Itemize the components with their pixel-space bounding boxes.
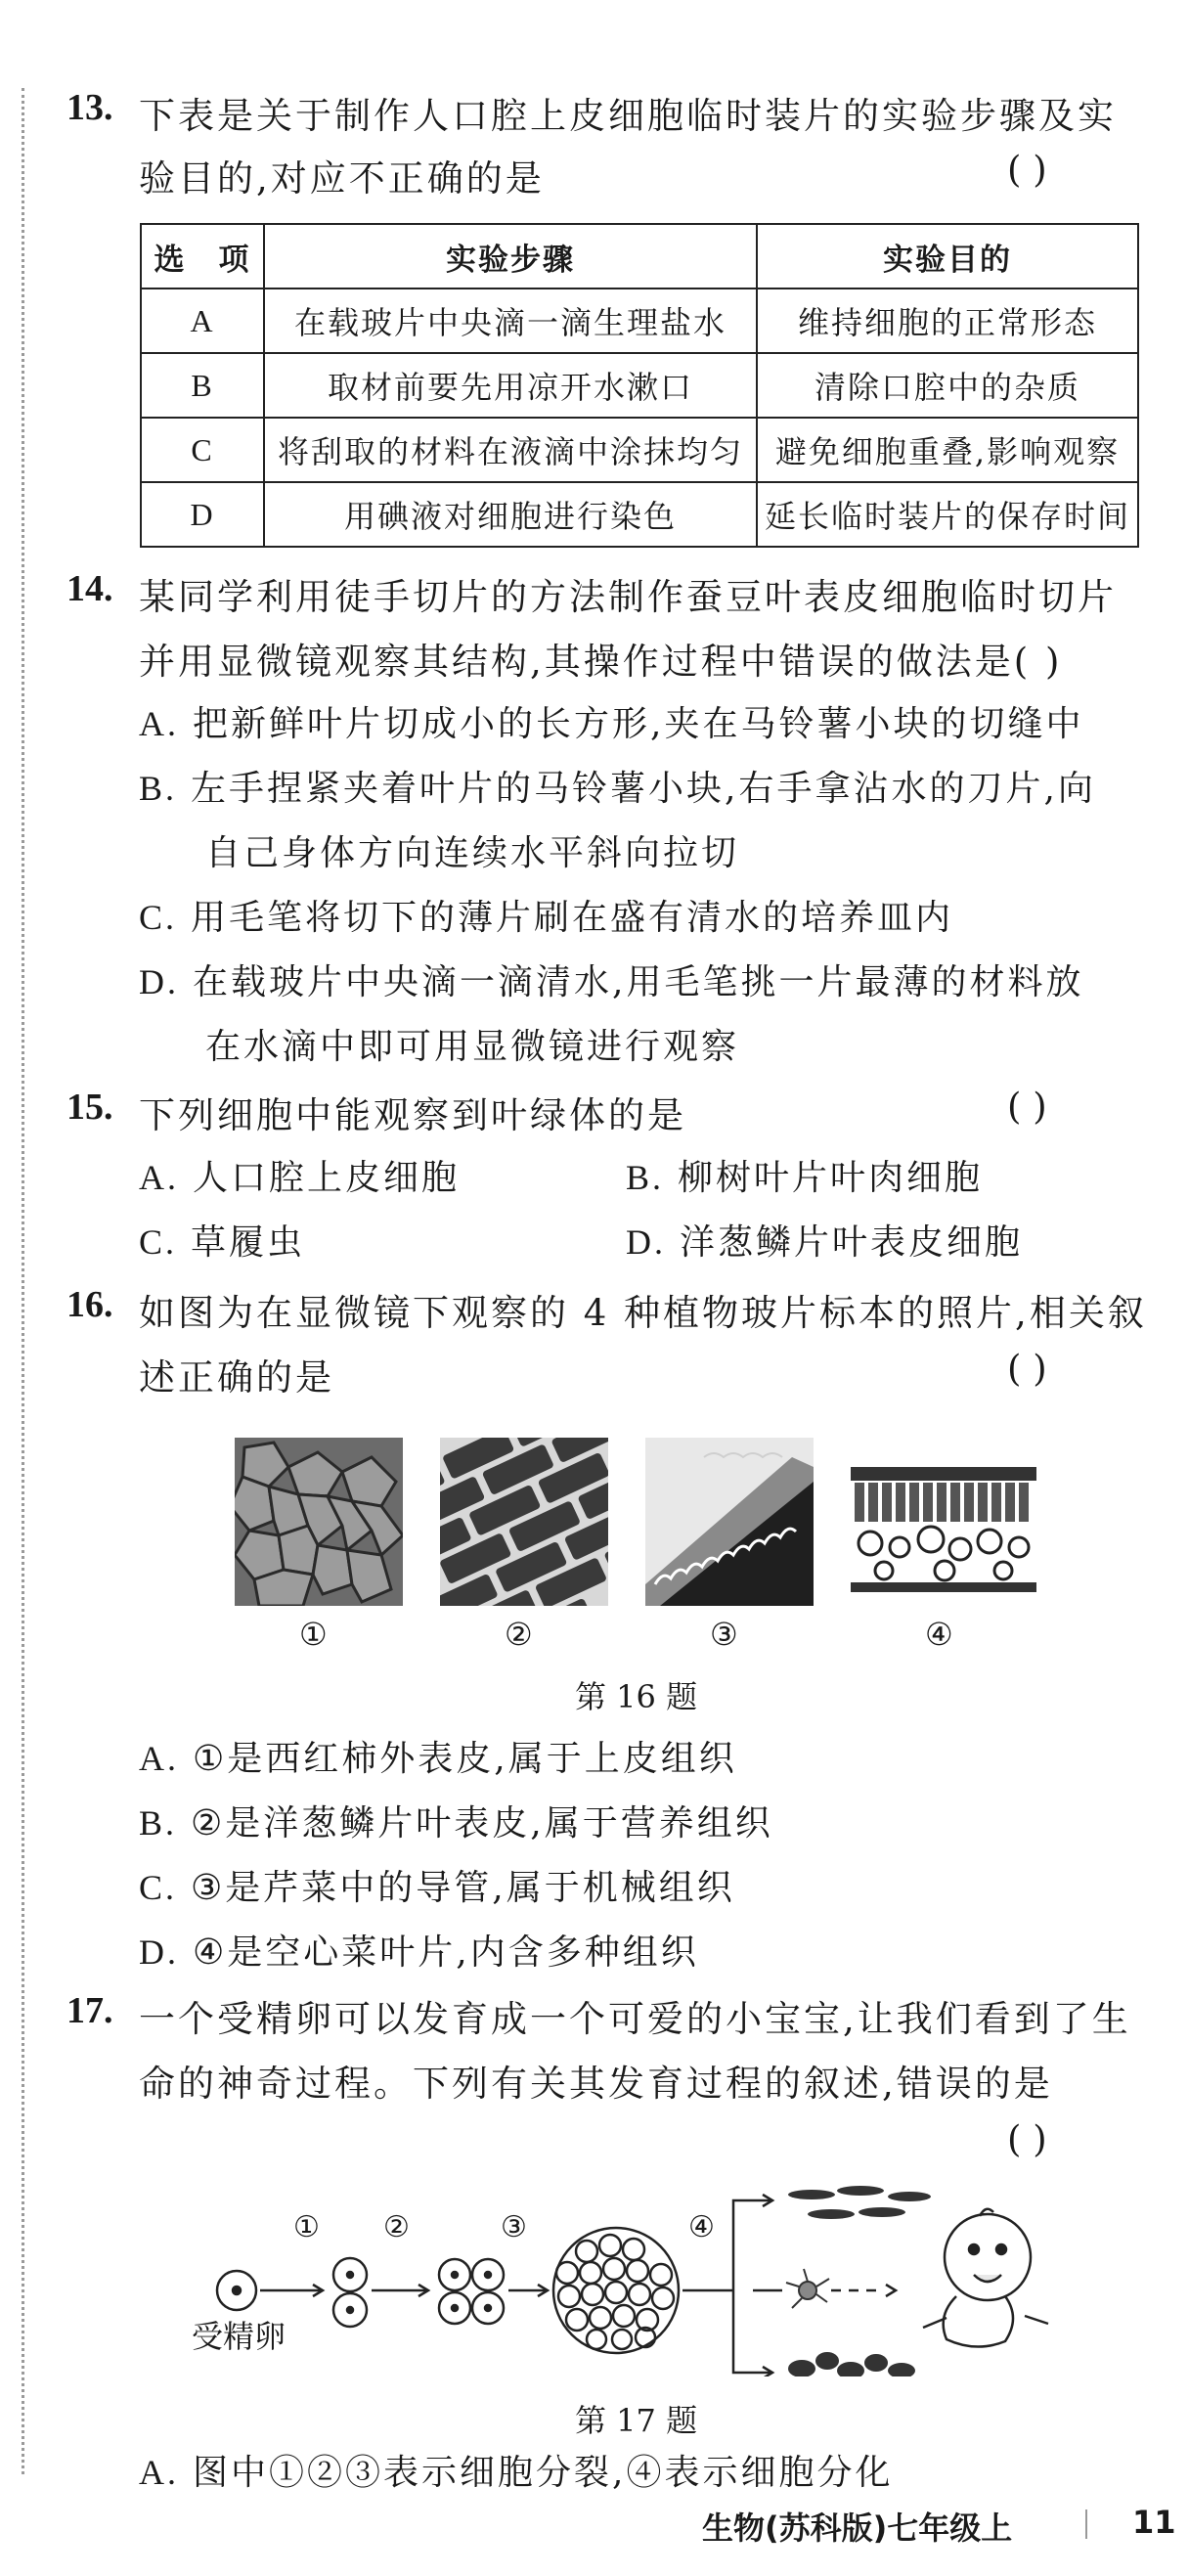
table-row	[141, 289, 1138, 353]
option-d-continued: 在水滴中即可用显微镜进行观察	[205, 1027, 740, 1067]
question-number: 14.	[66, 568, 113, 609]
micrograph-1	[235, 1438, 403, 1606]
step-label-3: ③	[501, 2210, 527, 2244]
question-text: 下列细胞中能观察到叶绿体的是	[139, 1094, 686, 1136]
table-row	[141, 353, 1138, 418]
option-b[interactable]: B. 柳树叶片叶肉细胞	[626, 1158, 984, 1198]
question-text: 述正确的是	[139, 1356, 334, 1399]
micrograph-4	[851, 1438, 1036, 1606]
option-a[interactable]: A. ①是西红柿外表皮,属于上皮组织	[139, 1739, 737, 1779]
option-a[interactable]: A. 把新鲜叶片切成小的长方形,夹在马铃薯小块的切缝中	[139, 704, 1084, 744]
image-label-4: ④	[925, 1616, 953, 1653]
question-text: 如图为在显微镜下观察的 4 种植物玻片标本的照片,相关叙	[139, 1292, 1147, 1334]
step-label-2: ②	[383, 2210, 410, 2244]
purpose-cell: 维持细胞的正常形态	[757, 289, 1138, 353]
question-number: 16.	[66, 1284, 113, 1325]
step-cell: 在载玻片中央滴一滴生理盐水	[264, 289, 757, 353]
image-label-2: ②	[505, 1616, 533, 1653]
purpose-cell: 避免细胞重叠,影响观察	[757, 418, 1138, 482]
development-diagram	[186, 2181, 1085, 2376]
figure-caption: 第 17 题	[575, 2402, 698, 2439]
purpose-cell: 清除口腔中的杂质	[757, 353, 1138, 418]
question-text: 下表是关于制作人口腔上皮细胞临时装片的实验步骤及实	[139, 95, 1117, 137]
zygote-label: 受精卵	[192, 2318, 286, 2355]
footer-subject: 生物(苏科版)七年级上	[702, 2509, 1013, 2547]
answer-parentheses: ( )	[1007, 149, 1047, 191]
column-header: 选 项	[141, 224, 264, 289]
option-cell: D	[141, 482, 264, 547]
table-header-row	[141, 224, 1138, 289]
answer-parentheses: ( )	[1007, 1348, 1047, 1390]
option-cell: C	[141, 418, 264, 482]
option-a[interactable]: A. 人口腔上皮细胞	[139, 1158, 461, 1198]
question-number: 13.	[66, 87, 113, 128]
column-header: 实验目的	[757, 224, 1138, 289]
option-b-continued: 自己身体方向连续水平斜向拉切	[205, 833, 740, 873]
option-c[interactable]: C. ③是芹菜中的导管,属于机械组织	[139, 1868, 735, 1908]
option-a[interactable]: A. 图中①②③表示细胞分裂,④表示细胞分化	[139, 2453, 894, 2493]
option-cell: A	[141, 289, 264, 353]
table-row	[141, 418, 1138, 482]
question-text: 一个受精卵可以发育成一个可爱的小宝宝,让我们看到了生	[139, 1998, 1131, 2040]
purpose-cell: 延长临时装片的保存时间	[757, 482, 1138, 547]
option-b[interactable]: B. ②是洋葱鳞片叶表皮,属于营养组织	[139, 1803, 773, 1843]
figure-caption: 第 16 题	[575, 1678, 698, 1715]
step-cell: 取材前要先用凉开水漱口	[264, 353, 757, 418]
option-d[interactable]: D. 在载玻片中央滴一滴清水,用毛笔挑一片最薄的材料放	[139, 962, 1084, 1002]
step-cell: 将刮取的材料在液滴中涂抹均匀	[264, 418, 757, 482]
experiment-table	[140, 223, 1139, 548]
question-number: 15.	[66, 1087, 113, 1128]
step-label-4: ④	[688, 2210, 715, 2244]
question-text: 命的神奇过程。下列有关其发育过程的叙述,错误的是	[139, 2063, 1053, 2105]
option-c[interactable]: C. 用毛笔将切下的薄片刷在盛有清水的培养皿内	[139, 898, 954, 938]
question-text: 并用显微镜观察其结构,其操作过程中错误的做法是( )	[139, 641, 1063, 683]
question-number: 17.	[66, 1990, 113, 2031]
option-c[interactable]: C. 草履虫	[139, 1222, 306, 1263]
binding-margin-line	[22, 88, 24, 2474]
step-cell: 用碘液对细胞进行染色	[264, 482, 757, 547]
answer-parentheses: ( )	[1007, 1086, 1047, 1128]
footer-divider	[1085, 2509, 1087, 2539]
question-text: 验目的,对应不正确的是	[139, 157, 545, 200]
question-text: 某同学利用徒手切片的方法制作蚕豆叶表皮细胞临时切片	[139, 576, 1117, 618]
image-label-3: ③	[710, 1616, 738, 1653]
micrograph-3	[645, 1438, 814, 1606]
option-d[interactable]: D. ④是空心菜叶片,内含多种组织	[139, 1932, 699, 1973]
option-cell: B	[141, 353, 264, 418]
column-header: 实验步骤	[264, 224, 757, 289]
table-row	[141, 482, 1138, 547]
micrograph-2	[440, 1438, 608, 1606]
answer-parentheses: ( )	[1007, 2118, 1047, 2160]
option-d[interactable]: D. 洋葱鳞片叶表皮细胞	[626, 1222, 1024, 1263]
page-number: 11	[1132, 2504, 1176, 2541]
step-label-1: ①	[293, 2210, 320, 2244]
image-label-1: ①	[299, 1616, 328, 1653]
option-b[interactable]: B. 左手捏紧夹着叶片的马铃薯小块,右手拿沾水的刀片,向	[139, 769, 1096, 809]
